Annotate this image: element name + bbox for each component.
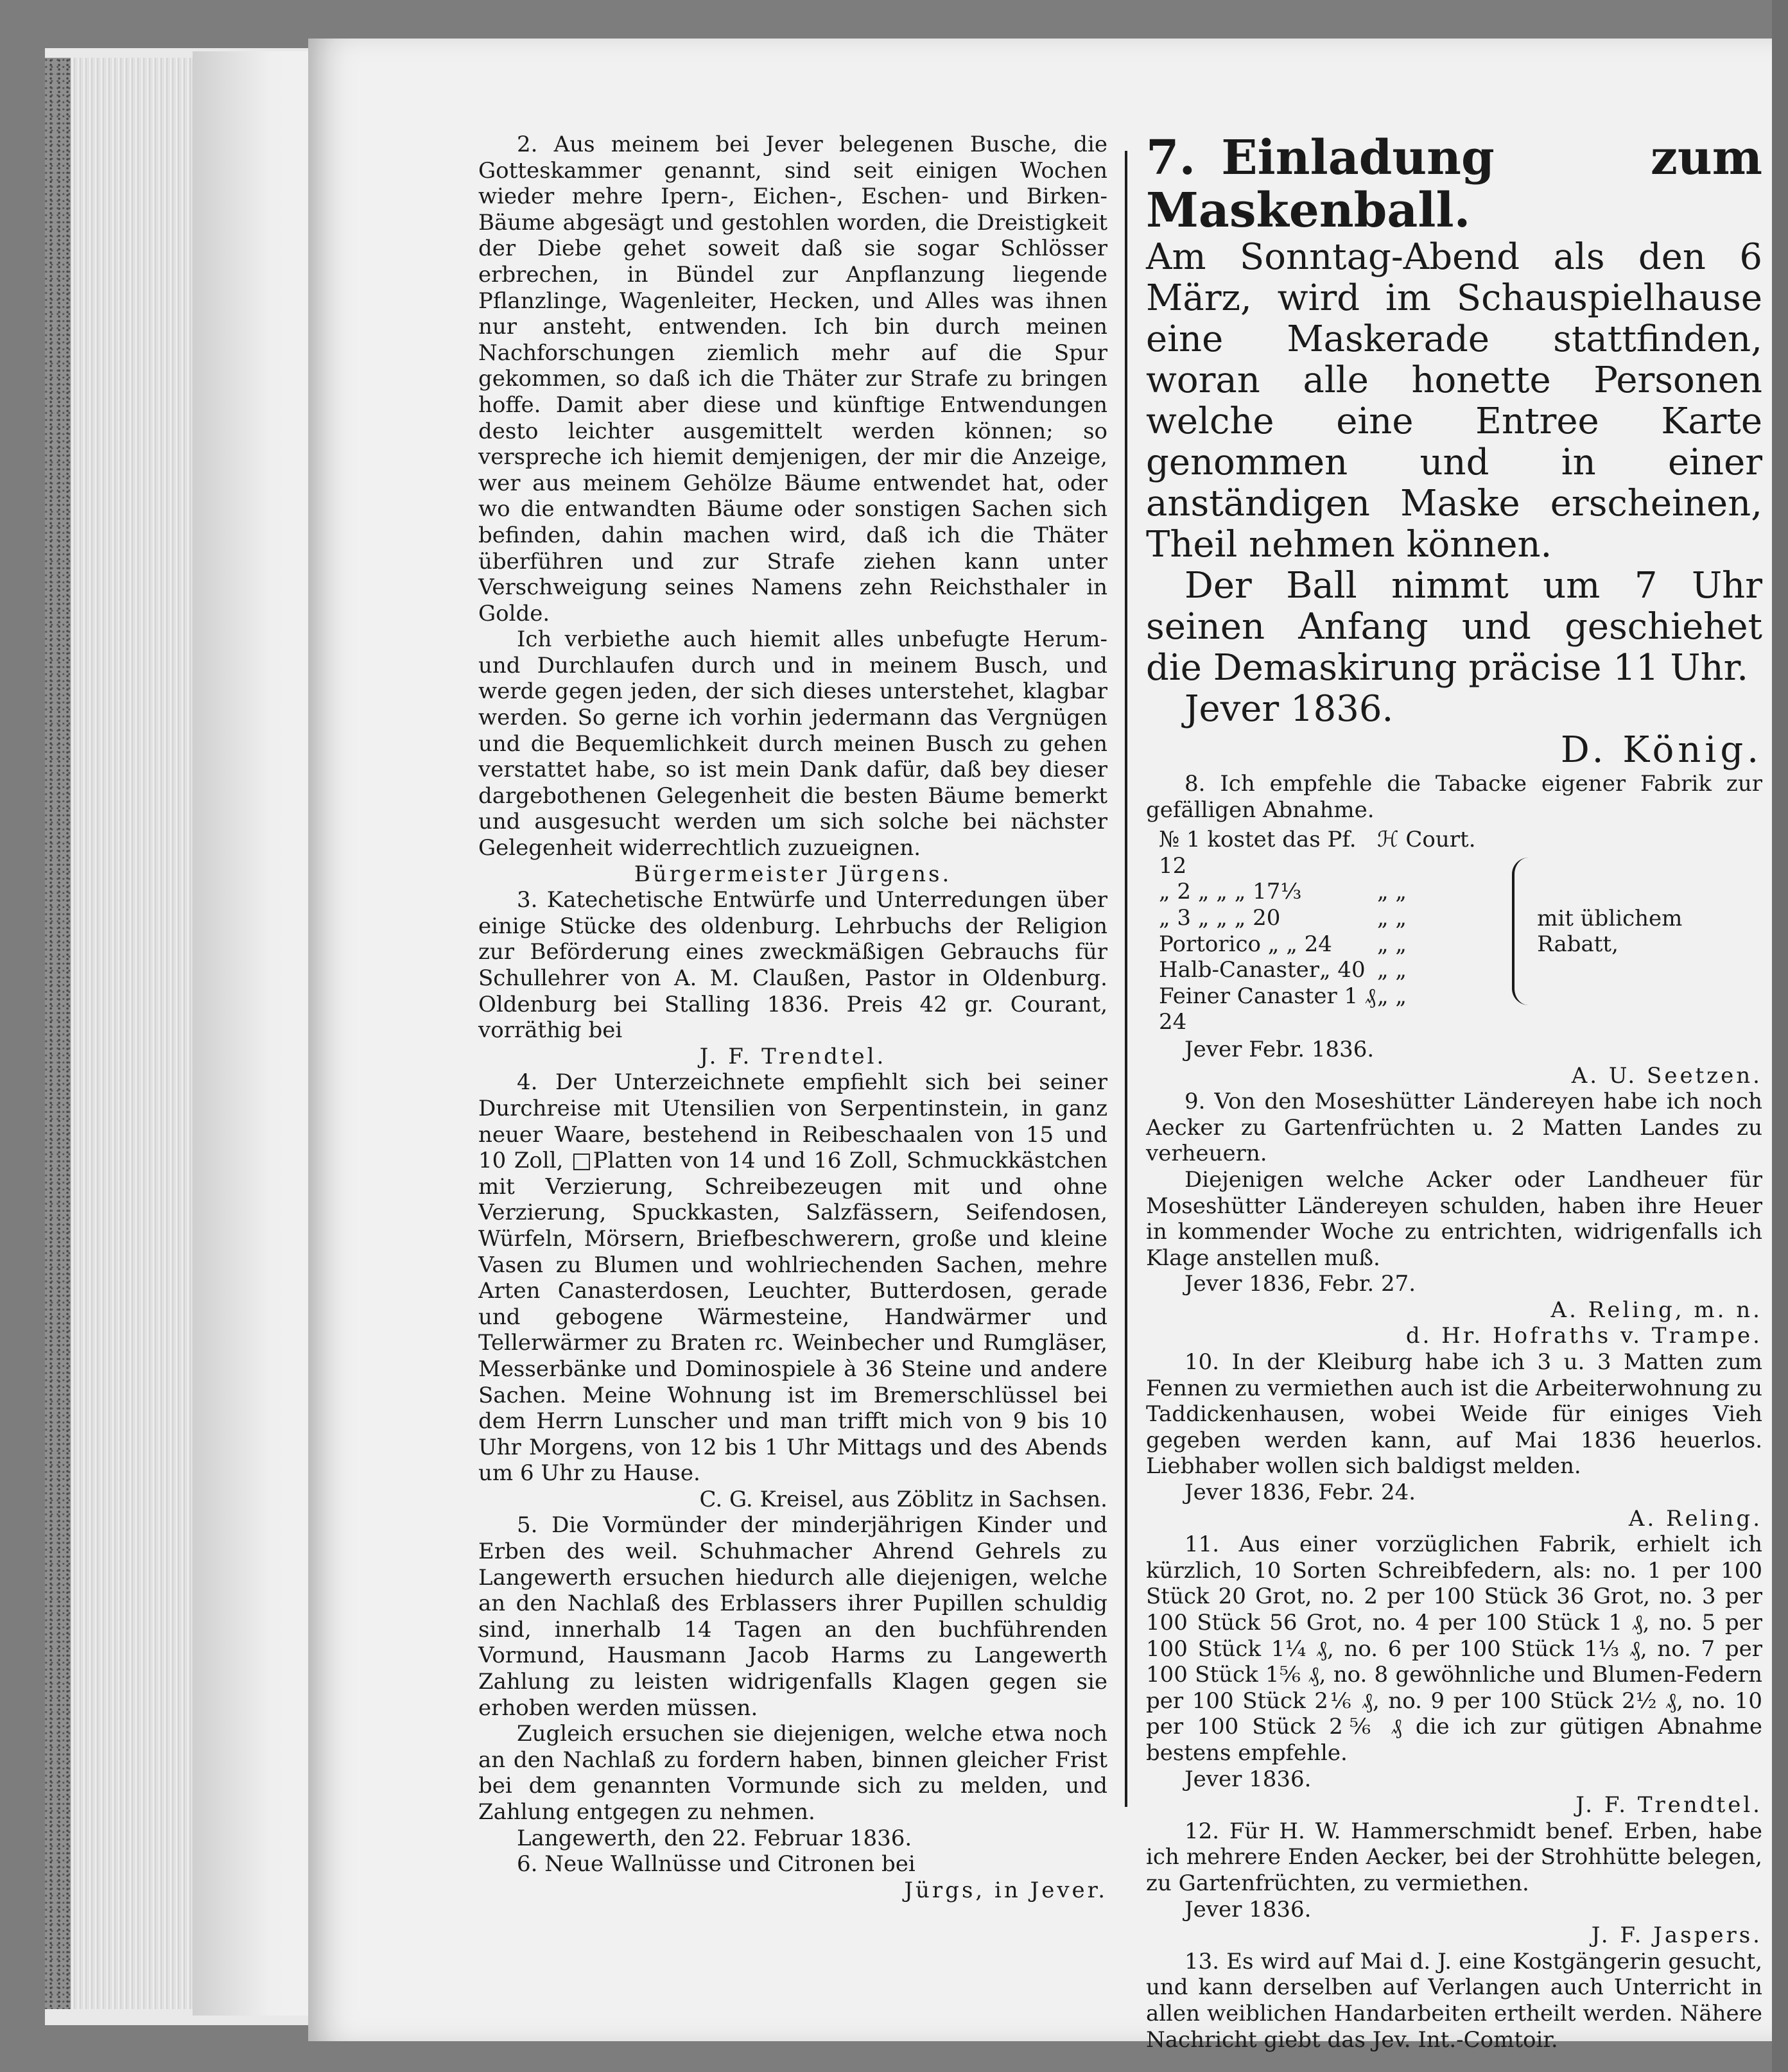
notice-7-number: 7. — [1146, 130, 1196, 186]
notice-2-para-2: Ich verbiethe auch hiemit alles unbefugte Herum- und Durchlaufen durch und in meinem Busch, und werde gegen jeden, der sich dieses unterstehet, klagbar werden. So gerne ich vorhin jedermann das Vergnügen und die Bequemlichkeit durch meinen Busch zu gehen verstattet habe, so ist mein Dank dafür, daß bey dieser dargebothenen Gelegenheit die besten Bäume bemerkt und ausgesucht werden um sich solche bei nächster Gelegenheit widerrechtlich zuzueignen. — [478, 626, 1107, 861]
notice-12-date: Jever 1836. — [1185, 1896, 1312, 1922]
notice-10-date: Jever 1836, Febr. 24. — [1185, 1480, 1416, 1506]
price-row — [1159, 827, 1506, 879]
right-column — [1146, 132, 1762, 2053]
notice-5-para-1: 5. Die Vormünder der minderjährigen Kinder und Erben des weil. Schuhmacher Ahrend Gehrels zu Langewerth ersuchen hiedurch alle diejenigen, welche an den Nachlaß des Erblassers ihrer Pupillen schuldig sind, innerhalb 14 Tagen an den buchführenden Vormund, Hausmann Jacob Harms zu Langewerth Zahlung zu leisten widrigenfalls Klagen gegen sie erhoben werden müssen. — [478, 1512, 1107, 1721]
price-rows — [1159, 827, 1506, 1035]
rabatt-note: mit üblichem Rabatt, — [1537, 905, 1683, 957]
price-row-item: № 1 kostet das Pf. 12 — [1159, 827, 1357, 879]
speckled-book-edge — [45, 58, 71, 2009]
price-row-item: „ 3 „ „ „ 20 — [1159, 904, 1281, 931]
price-row-unit: „ „ — [1377, 983, 1407, 1009]
price-row-unit: „ „ — [1377, 957, 1407, 983]
price-row — [1159, 905, 1506, 931]
notice-7-signature: D. König. — [1560, 729, 1762, 771]
notice-7-body-1: Am Sonntag-Abend als den 6 März, wird im Schauspielhause eine Maskerade stattfinden, woran alle honette Personen welche eine Entree Karte genommen und in einer anständigen Maske erscheinen, Theil nehmen können. — [1146, 236, 1762, 565]
price-row-unit: „ „ — [1377, 904, 1407, 931]
notice-11: 11. Aus einer vorzüglichen Fabrik, erhielt ich kürzlich, 10 Sorten Schreibfedern, als: no. 1 per 100 Stück 20 Grot, no. 2 per 100 Stück 36 Grot, no. 3 per 100 Stück 56 Grot, no. 4 per 100 Stück 1 ₰, no. 5 per 100 Stück 1¼ ₰, no. 6 per 100 Stück 1⅓ ₰, no. 7 per 100 Stück 1⅚ ₰, no. 8 gewöhnliche und Blumen-Federn per 100 Stück 2⅙ ₰, no. 9 per 100 Stück 2½ ₰, no. 10 per 100 Stück 2⅚ ₰ die ich zur gütigen Abnahme bestens empfehle. — [1146, 1532, 1762, 1766]
notice-11-date: Jever 1836. — [1185, 1766, 1312, 1792]
notice-10: 10. In der Kleiburg habe ich 3 u. 3 Matten zum Fennen zu vermiethen auch ist die Arbeiterwohnung zu Taddickenhausen, wobei Weide für einiges Vieh gegeben werden kann, auf Mai 1836 heuerlos. Liebhaber wollen sich baldigst melden. — [1146, 1349, 1762, 1480]
notice-12: 12. Für H. W. Hammerschmidt benef. Erben, habe ich mehrere Enden Aecker, bei der Strohhütte belegen, zu Gartenfrüchten, zu vermiethen. — [1146, 1818, 1762, 1896]
price-row-item: „ 2 „ „ „ 17⅓ — [1159, 879, 1302, 905]
notice-7-place: Jever 1836. — [1185, 688, 1394, 730]
notice-9-para-2: Diejenigen welche Acker oder Landheuer für Moseshütter Ländereyen schulden, haben ihre Heuer in kommender Woche zu entrichten, widrigenfalls ich Klage anstellen muß. — [1146, 1166, 1762, 1271]
notice-9-signature-1: A. Reling, m. n. — [1550, 1297, 1762, 1323]
notice-10-signature: A. Reling. — [1628, 1505, 1762, 1532]
column-divider — [1125, 151, 1127, 1807]
price-row-unit: „ „ — [1377, 879, 1407, 905]
notice-4: 4. Der Unterzeichnete empfiehlt sich bei seiner Durchreise mit Utensilien von Serpentinstein, in ganz neuer Waare, bestehend in Reibeschaalen von 15 und 10 Zoll, □Platten von 14 und 16 Zoll, Schmuckkästchen mit Verzierung, Schreibezeugen mit und ohne Verzierung, Spuckkasten, Salzfässern, Seifendosen, Würfeln, Mörsern, Briefbeschwerern, große und kleine Vasen zu Blumen und wohlriechenden Sachen, mehre Arten Canasterdosen, Leuchter, Butterdosen, gerade und gebogene Wärmesteine, Handwärmer und Tellerwärmer zu Braten rc. Weinbecher und Rumgläser, Messerbänke und Dominospiele à 36 Steine und andere Sachen. Meine Wohnung ist im Bremerschlüssel bei dem Herrn Lunscher und man trifft mich von 9 bis 10 Uhr Morgens, von 12 bis 1 Uhr Mittags und des Abends um 6 Uhr zu Hause. — [478, 1069, 1107, 1487]
notice-7-heading — [1146, 132, 1762, 237]
brace-icon — [1512, 858, 1531, 1005]
price-row-item: Halb-Canaster„ 40 — [1159, 957, 1366, 983]
notice-5-para-2: Zugleich ersuchen sie diejenigen, welche etwa noch an den Nachlaß zu fordern haben, binnen gleicher Frist bei dem genannten Vormunde sich zu melden, und Zahlung entgegen zu nehmen. — [478, 1721, 1107, 1825]
notice-9-date: Jever 1836, Febr. 27. — [1185, 1271, 1416, 1297]
gutter-shadow — [193, 51, 321, 2016]
notice-2-signature: Bürgermeister Jürgens. — [634, 861, 952, 887]
notice-2-para-1: 2. Aus meinem bei Jever belegenen Busche, die Gotteskammer genannt, sind seit einigen Wochen wieder mehre Ipern-, Eichen-, Eschen- und Birken-Bäume abgesägt und gestohlen worden, die Dreistigkeit der Diebe gehet soweit daß sie sogar Schlösser erbrechen, in Bündel zur Anpflanzung liegende Pflanzlinge, Wagenleiter, Hecken, und Alles was ihnen nur ansteht, entwenden. Ich bin durch meinen Nachforschungen ziemlich mehr auf die Spur gekommen, so daß ich die Thäter zur Strafe zu bringen hoffe. Damit aber diese und künftige Entwendungen desto leichter ausgemittelt werden können; so verspreche ich hiemit demjenigen, der mir die Anzeige, wer aus meinem Gehölze Bäume entwendet hat, oder wo die entwandten Bäume oder sonstigen Sachen sich befinden, dahin machen wird, daß ich die Thäter überführen und zur Strafe ziehen kann unter Verschweigung seines Namens zehn Reichsthaler in Golde. — [478, 132, 1107, 626]
price-row-unit: „ „ — [1377, 931, 1407, 957]
left-column — [478, 132, 1107, 1903]
notice-7-title: Einladung zum Maskenball. — [1146, 130, 1762, 238]
notice-4-signature: C. G. Kreisel, aus Zöblitz in Sachsen. — [699, 1486, 1107, 1512]
price-row — [1159, 983, 1506, 1035]
notice-8-date: Jever Febr. 1836. — [1185, 1036, 1375, 1062]
price-row — [1159, 957, 1506, 983]
notice-9-para-1: 9. Von den Moseshütter Ländereyen habe ich noch Aecker zu Gartenfrüchten u. 2 Matten Landes zu verheuern. — [1146, 1089, 1762, 1167]
price-row — [1159, 879, 1506, 905]
tobacco-price-table — [1159, 827, 1762, 1035]
price-row-item: Feiner Canaster 1 ₰ 24 — [1159, 983, 1376, 1035]
notice-11-signature: J. F. Trendtel. — [1575, 1792, 1762, 1818]
price-row-unit: ℋ Court. — [1377, 827, 1476, 853]
notice-7-body-2: Der Ball nimmt um 7 Uhr seinen Anfang und geschiehet die Demaskirung präcise 11 Uhr. — [1146, 565, 1762, 689]
notice-6: 6. Neue Wallnüsse und Citronen bei — [517, 1851, 916, 1878]
notice-8-signature: A. U. Seetzen. — [1571, 1062, 1762, 1089]
notice-9-signature-2: d. Hr. Hofraths v. Trampe. — [1405, 1323, 1762, 1349]
notice-8: 8. Ich empfehle die Tabacke eigener Fabrik zur gefälligen Abnahme. — [1146, 771, 1762, 823]
notice-12-signature: J. F. Jaspers. — [1591, 1922, 1762, 1949]
price-row — [1159, 931, 1506, 958]
notice-6-signature: Jürgs, in Jever. — [904, 1877, 1107, 1903]
notice-3: 3. Katechetische Entwürfe und Unterredungen über einige Stücke des oldenburg. Lehrbuchs der Religion zur Beförderung eines zweckmäßigen Gebrauchs für Schullehrer von A. M. Claußen, Pastor in Oldenburg. Oldenburg bei Stalling 1836. Preis 42 gr. Courant, vorräthig bei — [478, 887, 1107, 1044]
price-row-item: Portorico „ „ 24 — [1159, 931, 1332, 957]
scanner-edge — [1772, 0, 1788, 2072]
notice-3-signature: J. F. Trendtel. — [699, 1043, 887, 1069]
notice-5-date: Langewerth, den 22. Februar 1836. — [517, 1825, 912, 1851]
notice-13: 13. Es wird auf Mai d. J. eine Kostgängerin gesucht, und kann derselben auf Verlangen auch Unterricht in allen weiblichen Handarbeiten ertheilt werden. Nähere Nachricht giebt das Jev. Int.-Comtoir. — [1146, 1948, 1762, 2053]
